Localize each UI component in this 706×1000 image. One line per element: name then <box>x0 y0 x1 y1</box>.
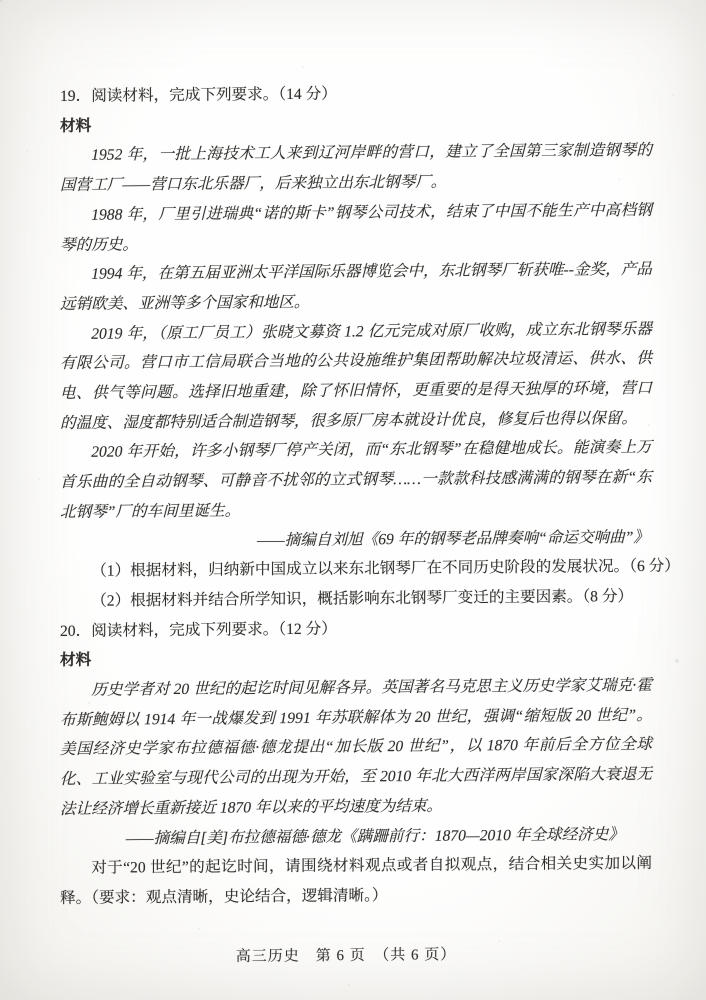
material-paragraph: 1988 年，厂里引进瑞典“诺的斯卡”钢琴公司技术，结束了中国不能生产中高档钢琴的历史。 <box>60 201 652 254</box>
source-attribution: ——摘编自[美]布拉德福德·德龙《蹒跚前行：1870—2010 年全球经济史》 <box>125 825 624 848</box>
footer-text: 高三历史 第 6 页 （共 6 页） <box>235 947 457 966</box>
sub-question: （2）根据材料并结合所学知识，概括影响东北钢琴厂变迁的主要因素。（8 分） <box>91 587 634 610</box>
material-paragraph: 1994 年，在第五届亚洲太平洋国际乐器博览会中，东北钢琴厂斩获唯--金奖，产品远销欧美、亚洲等多个国家和地区。 <box>60 261 652 313</box>
material-paragraph: 2020 年开始，许多小钢琴厂停产关闭，而“东北钢琴”在稳健地成长。能演奏上万首乐曲的全自动钢琴、可静音不扰邻的立式钢琴……一款款科技感满满的钢琴在新“东北钢琴”厂的车间里诞生。 <box>60 439 652 521</box>
source-attribution: ——摘编自刘旭《69 年的钢琴老品牌奏响“命运交响曲”》 <box>256 528 649 549</box>
material-paragraph: 1952 年，一批上海技术工人来到辽河岸畔的营口，建立了全国第三家制造钢琴的国营工厂——营口东北乐器厂，后来独立出东北钢琴厂。 <box>60 142 652 195</box>
material-label: 材料 <box>60 117 92 135</box>
question-header: 20．阅读材料，完成下列要求。（12 分） <box>60 620 337 640</box>
exam-content <box>60 77 680 914</box>
task-paragraph: 对于“20 世纪”的起讫时间，请围绕材料观点或者自拟观点，结合相关史实加以阐释。（要求：观点清晰，史论结合，逻辑清晰。） <box>60 855 652 907</box>
sub-question: （1）根据材料，归纳新中国成立以来东北钢琴厂在不同历史阶段的发展状况。（6 分） <box>91 557 680 580</box>
material-paragraph: 2019 年，（原工厂员工）张晓文募资 1.2 亿元完成对原厂收购，成立东北钢琴乐器有限公司。营口市工信局联合当地的公共设施维护集团帮助解决垃圾清运、供水、供电、供气等问题。选择旧地重建，除了怀旧情怀，更重要的是得天独厚的环境，营口的温度、湿度都特别适合制造钢琴，很多原厂房本就设计优良，修复后也得以保留。 <box>60 320 652 432</box>
material-paragraph: 历史学者对 20 世纪的起讫时间见解各异。英国著名马克思主义历史学家艾瑞克·霍布斯鲍姆以 1914 年一战爆发到 1991 年苏联解体为 20 世纪，强调“缩短版 20 世纪”。美国经济史学家布拉德福德·德龙提出“加长版 20 世纪”，以 1870 年前后全方位全球化、工业实验室与现代公司的出现为开始，至 2010 年北大西洋两岸国家深陷大衰退无法让经济增长重新接近 1870 年以来的平均速度为结束。 <box>60 676 652 818</box>
page-footer <box>0 941 706 971</box>
question-header: 19．阅读材料，完成下列要求。（14 分） <box>60 85 337 105</box>
material-label: 材料 <box>60 652 92 670</box>
